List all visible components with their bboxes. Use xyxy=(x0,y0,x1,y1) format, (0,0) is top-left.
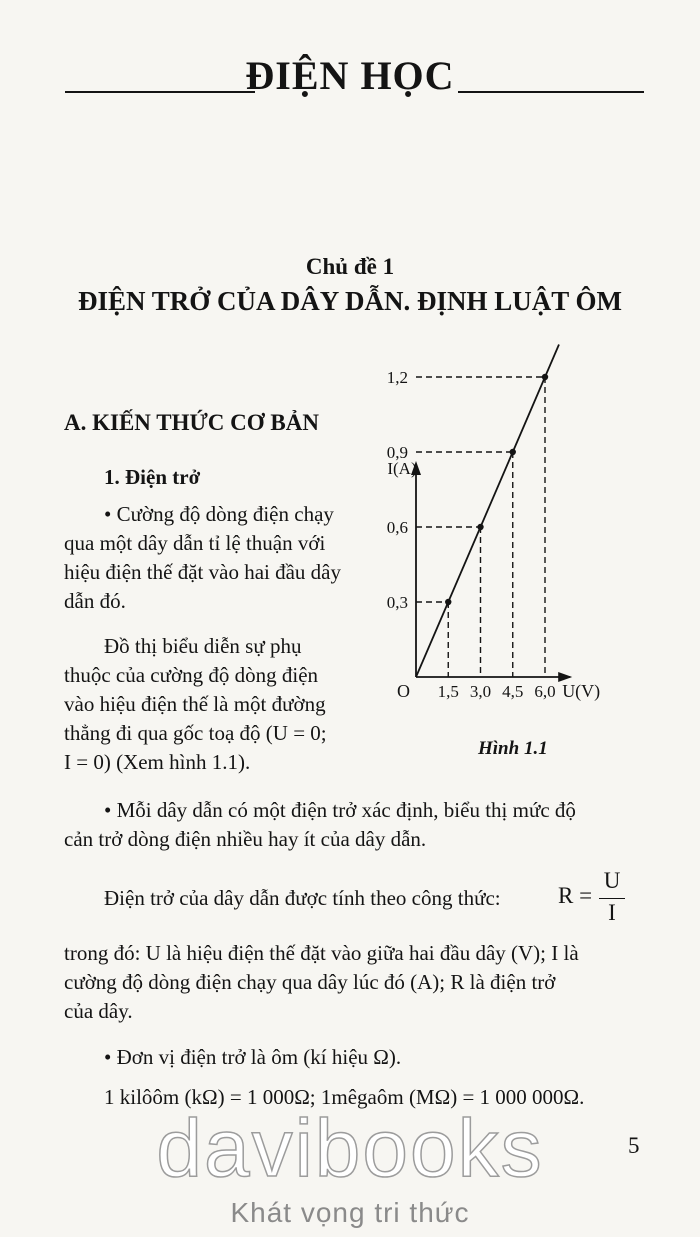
y-tick-label: 0,3 xyxy=(386,593,408,612)
x-tick-label: 6,0 xyxy=(534,682,556,701)
y-axis-label: I(A) xyxy=(387,459,417,478)
paragraph-formula-explanation xyxy=(64,939,664,1026)
data-point xyxy=(445,599,451,605)
topic-title: ĐIỆN TRỞ CỦA DÂY DẪN. ĐỊNH LUẬT ÔM xyxy=(77,286,623,316)
fraction-bar xyxy=(599,898,625,899)
y-tick-label: 0,6 xyxy=(386,518,408,537)
text-line: trong đó: U là hiệu điện thế đặt vào giữa hai đầu dây (V); I là xyxy=(64,941,579,965)
text-line: thuộc của cường độ dòng điện xyxy=(64,663,319,687)
formula-numerator: U xyxy=(603,868,621,893)
figure-caption: Hình 1.1 xyxy=(478,738,548,759)
figure-i-u-graph xyxy=(360,368,670,715)
data-point xyxy=(542,374,548,380)
text-line: • Cường độ dòng điện chạy xyxy=(104,502,334,526)
data-point xyxy=(510,449,516,455)
paragraph-unit-multiples: 1 kilôôm (kΩ) = 1 000Ω; 1mêgaôm (MΩ) = 1 000 000Ω. xyxy=(104,1085,585,1109)
paragraph-proportional xyxy=(64,500,384,616)
y-tick-label: 0,9 xyxy=(386,443,408,462)
text-line: vào hiệu điện thế là một đường xyxy=(64,692,326,716)
page-number: 5 xyxy=(628,1133,640,1158)
formula-denominator: I xyxy=(608,900,616,925)
subsection-heading: 1. Điện trở xyxy=(104,465,201,489)
formula-lhs: R = xyxy=(558,883,593,908)
chapter-rule-right xyxy=(458,91,644,93)
text-line: dẫn đó. xyxy=(64,589,126,613)
x-tick-label: 4,5 xyxy=(502,682,524,701)
text-line: cản trở dòng điện nhiều hay ít của dây dẫn. xyxy=(64,827,427,851)
text-line: qua một dây dẫn tỉ lệ thuận với xyxy=(64,531,326,555)
paragraph-resistance-definition xyxy=(64,796,664,854)
y-tick-label: 1,2 xyxy=(386,368,408,387)
watermark-brand: davibooks xyxy=(156,1103,544,1194)
data-point xyxy=(477,524,483,530)
x-axis-label: U(V) xyxy=(562,681,601,701)
text-line: của dây. xyxy=(64,999,133,1023)
x-tick-label: 1,5 xyxy=(437,682,459,701)
topic-number: Chủ đề 1 xyxy=(305,254,395,279)
text-line: Đồ thị biểu diễn sự phụ xyxy=(104,634,302,658)
series-line xyxy=(416,345,559,678)
text-line: thẳng đi qua gốc toạ độ (U = 0; xyxy=(64,721,327,745)
section-heading: A. KIẾN THỨC CƠ BẢN xyxy=(64,410,319,435)
paragraph-graph-description xyxy=(64,632,384,777)
formula-intro: Điện trở của dây dẫn được tính theo công thức: xyxy=(104,886,501,910)
text-line: cường độ dòng điện chạy qua dây lúc đó (A); R là điện trở xyxy=(64,970,556,994)
chapter-title: ĐIỆN HỌC xyxy=(245,53,455,98)
text-line: • Mỗi dây dẫn có một điện trở xác định, biểu thị mức độ xyxy=(104,798,576,822)
text-line: I = 0) (Xem hình 1.1). xyxy=(64,750,251,774)
x-tick-label: 3,0 xyxy=(469,682,492,701)
watermark-tagline: Khát vọng tri thức xyxy=(230,1197,470,1228)
text-line: hiệu điện thế đặt vào hai đầu dây xyxy=(64,560,341,584)
origin-label: O xyxy=(397,681,410,701)
paragraph-unit: • Đơn vị điện trở là ôm (kí hiệu Ω). xyxy=(104,1045,402,1069)
